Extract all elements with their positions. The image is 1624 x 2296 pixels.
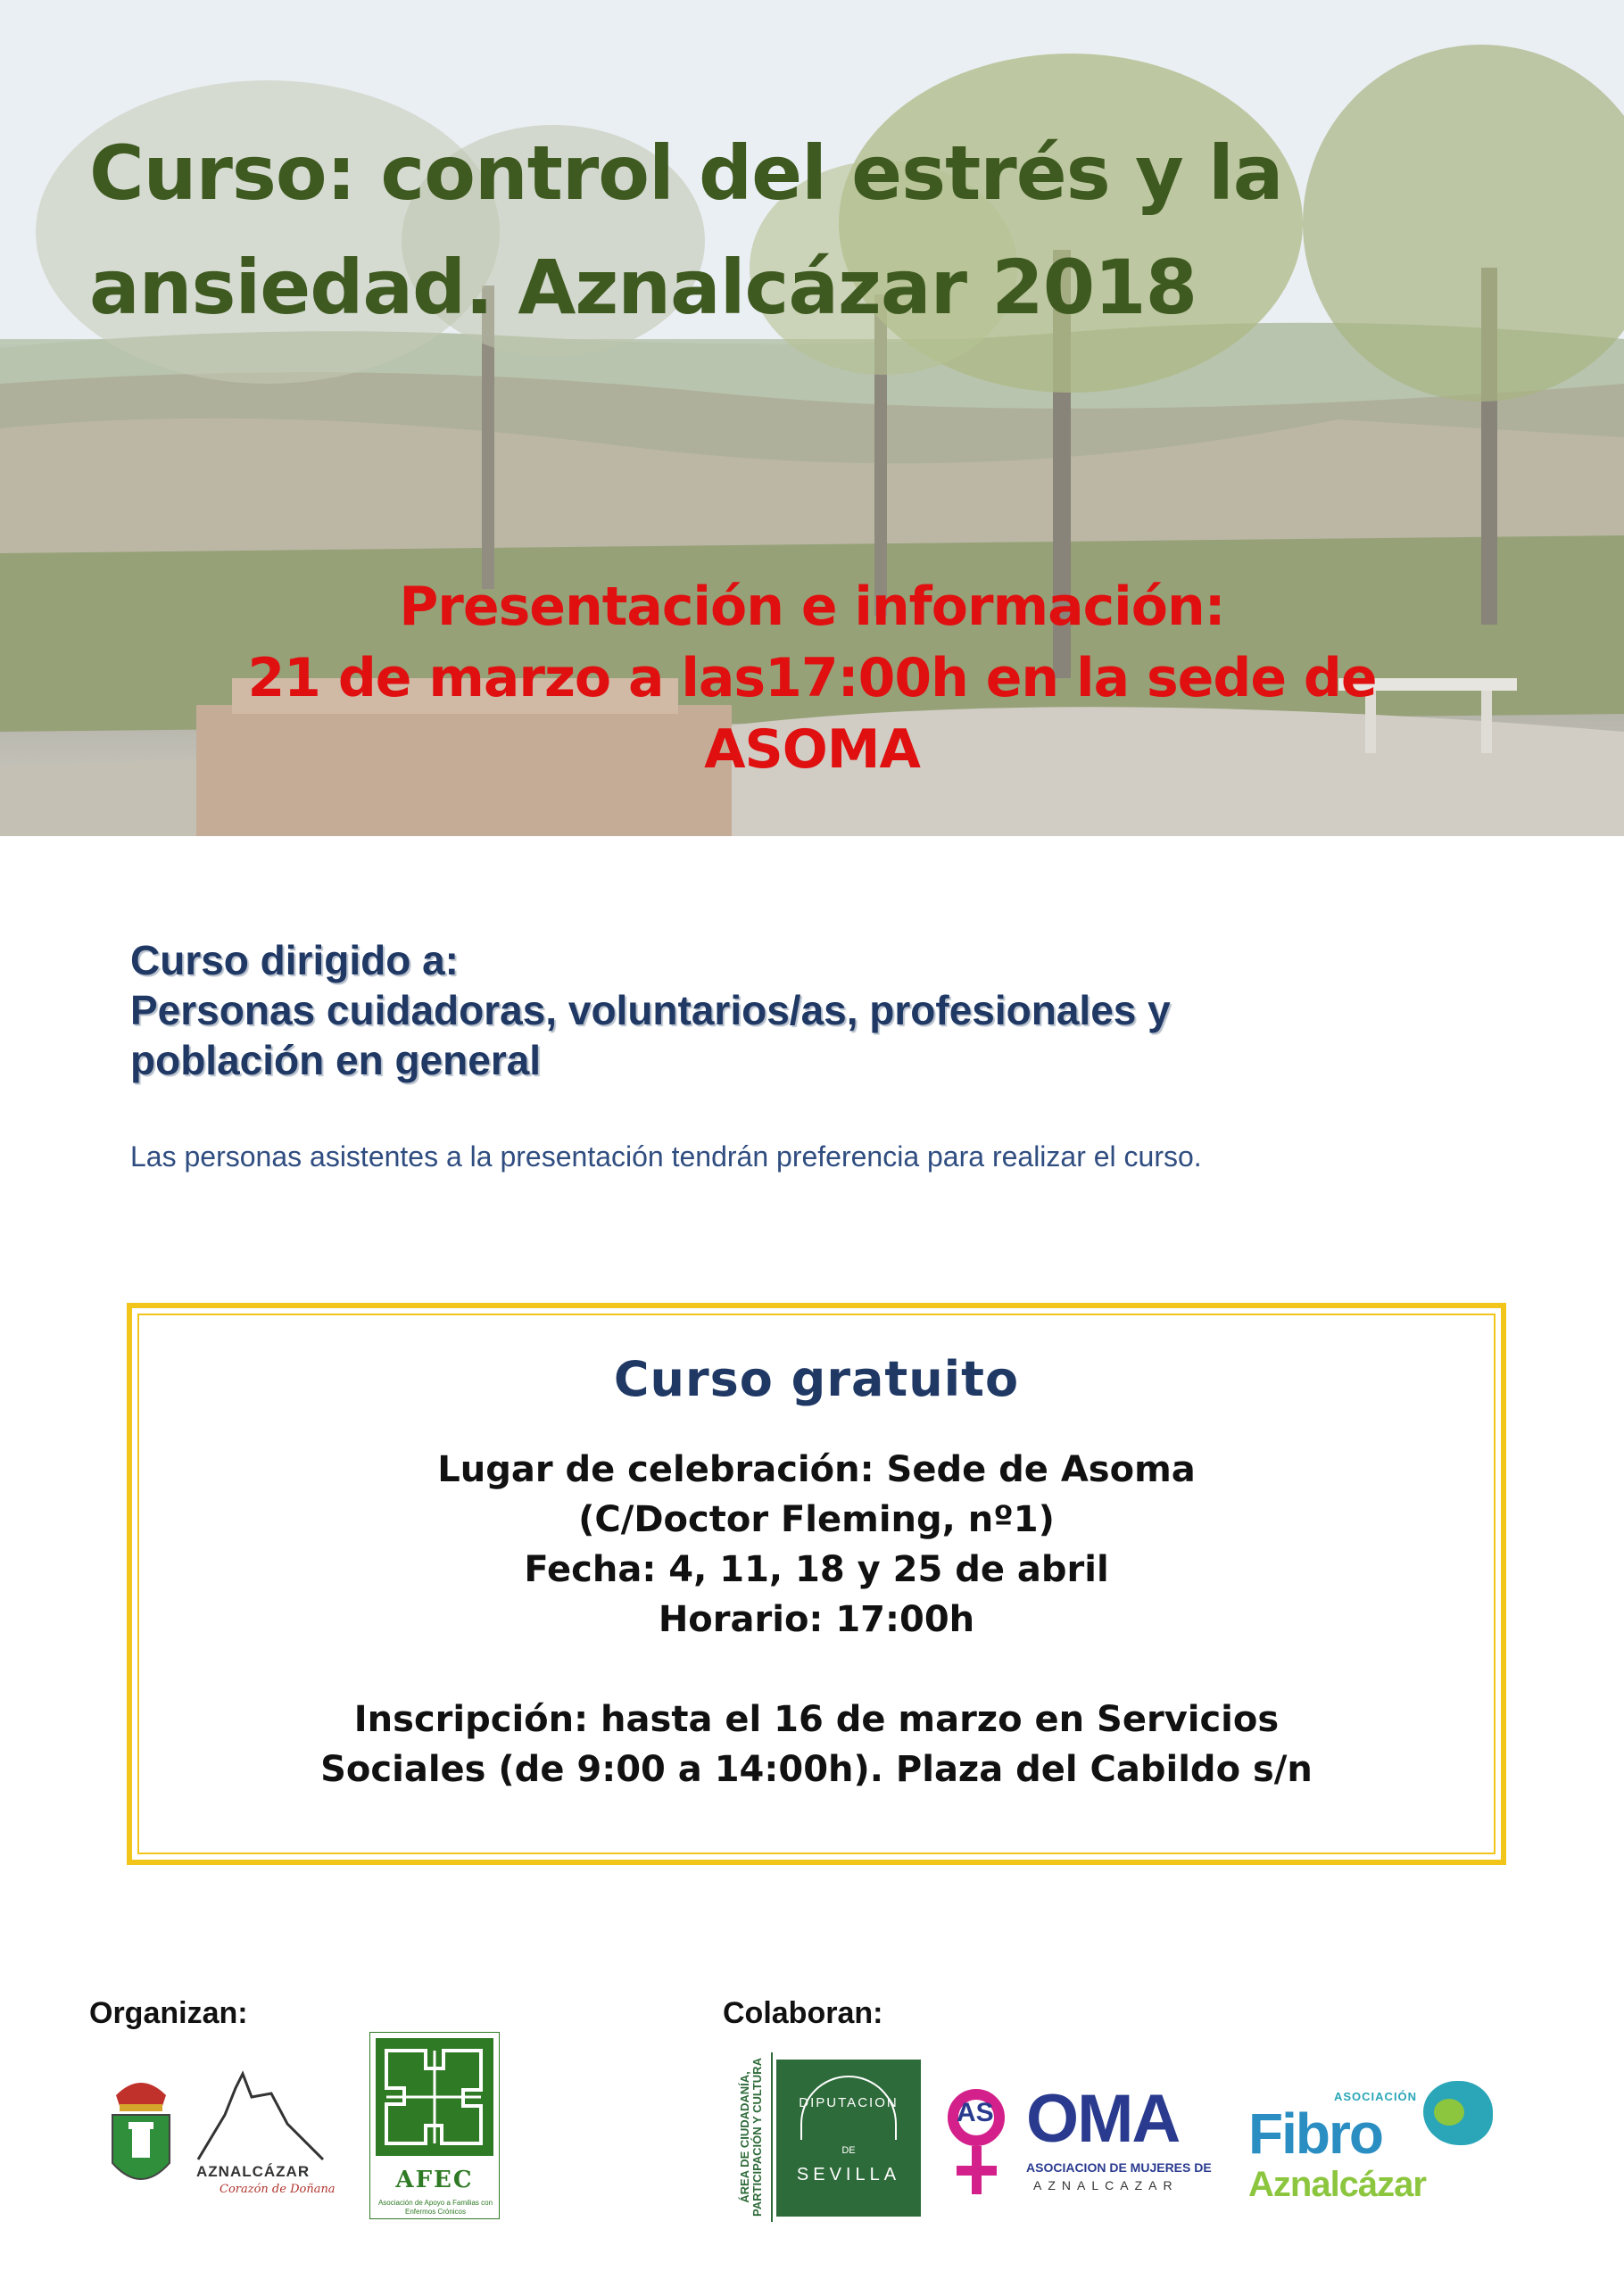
fibro-asociacion: ASOCIACIÓN (1334, 2090, 1418, 2103)
registration-line-1: Inscripción: hasta el 16 de marzo en Servicios (353, 1699, 1280, 1740)
fibro-aznalcazar-logo (1245, 2072, 1504, 2215)
diputacion-side-line-2: PARTICIPACIÓN Y CULTURA (750, 2058, 764, 2217)
free-course-box (127, 1303, 1506, 1865)
free-course-title: Curso gratuito (613, 1351, 1020, 1407)
schedule-line: Horario: 17:00h (658, 1599, 975, 1640)
asoma-logo (944, 2081, 1212, 2217)
coat-of-arms-icon (100, 2070, 182, 2204)
puzzle-icon (376, 2038, 493, 2156)
afec-logo (369, 2032, 500, 2219)
asoma-as: AS (957, 2098, 994, 2127)
free-course-box-inner (137, 1314, 1496, 1854)
diputacion-panel (776, 2060, 921, 2217)
presentation-line-3: ASOMA (704, 718, 920, 781)
audience-section (130, 935, 1522, 1085)
audience-label: Curso dirigido a: (130, 937, 459, 983)
course-title-line-1: Curso: control del estrés y la (89, 129, 1283, 217)
diputacion-sevilla-logo (732, 2052, 924, 2222)
asoma-oma: OMA (1026, 2081, 1180, 2157)
dates-line: Fecha: 4, 11, 18 y 25 de abril (524, 1549, 1109, 1590)
diputacion-arc-text: DIPUTACION (799, 2095, 899, 2110)
collaborators-label: Colaboran: (723, 1996, 883, 2030)
fibro-dot-icon (1434, 2099, 1464, 2126)
fibro-name: Fibro (1248, 2101, 1382, 2166)
diputacion-city: SEVILLA (796, 2165, 901, 2184)
diputacion-side-text (732, 2052, 773, 2222)
course-title (89, 116, 1517, 344)
audience-line-1: Personas cuidadoras, voluntarios/as, profesionales y (130, 987, 1171, 1033)
audience-line-2: población en general (130, 1037, 542, 1083)
preference-note: Las personas asistentes a la presentación tendrán preferencia para realizar el curso. (130, 1140, 1202, 1173)
aznalcazar-logo (189, 2061, 337, 2213)
registration-line-2: Sociales (de 9:00 a 14:00h). Plaza del Cabildo s/n (320, 1749, 1313, 1790)
afec-subtitle: Asociación de Apoyo a Familias con Enfermos Crónicos (377, 2199, 493, 2216)
presentation-info (0, 571, 1624, 785)
aznalcazar-name: AZNALCÁZAR (196, 2163, 311, 2180)
details-spacer (139, 1645, 1494, 1695)
diputacion-side-line-1: ÁREA DE CIUDADANÍA, (738, 2071, 751, 2203)
asoma-line-1: ASOCIACION DE MUJERES DE (1026, 2160, 1212, 2175)
mountain-logo-icon (189, 2061, 337, 2168)
address-line: (C/Doctor Fleming, nº1) (578, 1499, 1055, 1540)
afec-name: AFEC (395, 2167, 474, 2193)
coat-of-arms-logo (100, 2070, 182, 2204)
course-title-line-2: ansiedad. Aznalcázar 2018 (89, 244, 1197, 331)
asoma-line-2: AZNALCAZAR (1033, 2178, 1179, 2192)
organizers-label: Organizan: (89, 1996, 248, 2030)
venue-line: Lugar de celebración: Sede de Asoma (437, 1449, 1196, 1490)
fibro-town: Aznalcázar (1248, 2165, 1426, 2204)
hero-banner (0, 0, 1624, 836)
diputacion-de: DE (841, 2145, 856, 2156)
female-symbol-bar (957, 2166, 997, 2176)
course-details (139, 1445, 1494, 1795)
presentation-line-2: 21 de marzo a las17:00h en la sede de (247, 647, 1377, 709)
presentation-line-1: Presentación e información: (399, 576, 1225, 638)
aznalcazar-tagline: Corazón de Doñana (220, 2183, 336, 2196)
